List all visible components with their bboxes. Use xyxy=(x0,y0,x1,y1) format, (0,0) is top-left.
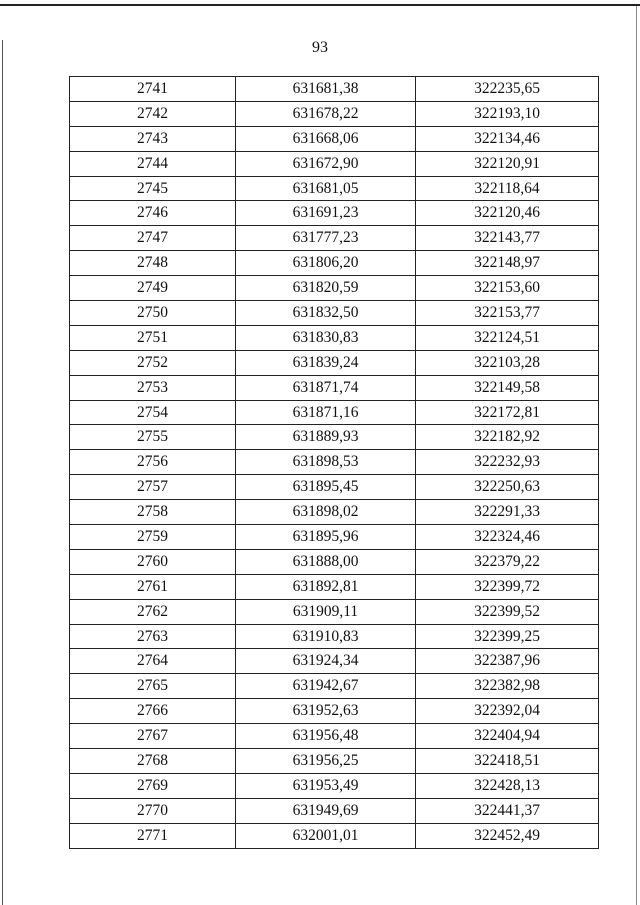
table-row xyxy=(70,126,599,151)
x-coordinate-cell: 631691,23 xyxy=(236,201,416,226)
y-coordinate-cell: 322124,51 xyxy=(416,325,599,350)
table-row xyxy=(70,649,599,674)
y-coordinate-cell: 322399,25 xyxy=(416,624,599,649)
y-coordinate-cell: 322399,52 xyxy=(416,599,599,624)
point-number-cell: 2766 xyxy=(70,699,236,724)
table-row xyxy=(70,151,599,176)
point-number-cell: 2756 xyxy=(70,450,236,475)
x-coordinate-cell: 631898,02 xyxy=(236,500,416,525)
x-coordinate-cell: 631672,90 xyxy=(236,151,416,176)
y-coordinate-cell: 322172,81 xyxy=(416,400,599,425)
y-coordinate-cell: 322182,92 xyxy=(416,425,599,450)
y-coordinate-cell: 322418,51 xyxy=(416,749,599,774)
table-row xyxy=(70,251,599,276)
y-coordinate-cell: 322134,46 xyxy=(416,126,599,151)
y-coordinate-cell: 322143,77 xyxy=(416,226,599,251)
point-number-cell: 2743 xyxy=(70,126,236,151)
table-row xyxy=(70,823,599,848)
x-coordinate-cell: 631806,20 xyxy=(236,251,416,276)
point-number-cell: 2754 xyxy=(70,400,236,425)
point-number-cell: 2770 xyxy=(70,798,236,823)
point-number-cell: 2746 xyxy=(70,201,236,226)
point-number-cell: 2741 xyxy=(70,77,236,102)
x-coordinate-cell: 631839,24 xyxy=(236,350,416,375)
x-coordinate-cell: 631898,53 xyxy=(236,450,416,475)
table-row xyxy=(70,325,599,350)
point-number-cell: 2747 xyxy=(70,226,236,251)
point-number-cell: 2761 xyxy=(70,574,236,599)
point-number-cell: 2758 xyxy=(70,500,236,525)
scan-edge-left xyxy=(2,40,3,905)
x-coordinate-cell: 631678,22 xyxy=(236,101,416,126)
coordinates-table xyxy=(69,76,599,849)
x-coordinate-cell: 632001,01 xyxy=(236,823,416,848)
table-row xyxy=(70,201,599,226)
table-row xyxy=(70,101,599,126)
y-coordinate-cell: 322291,33 xyxy=(416,500,599,525)
point-number-cell: 2759 xyxy=(70,525,236,550)
point-number-cell: 2745 xyxy=(70,176,236,201)
table-row xyxy=(70,475,599,500)
table-row xyxy=(70,450,599,475)
point-number-cell: 2763 xyxy=(70,624,236,649)
scan-edge-right xyxy=(636,6,637,905)
x-coordinate-cell: 631895,45 xyxy=(236,475,416,500)
x-coordinate-cell: 631871,16 xyxy=(236,400,416,425)
table-row xyxy=(70,749,599,774)
point-number-cell: 2764 xyxy=(70,649,236,674)
table-row xyxy=(70,226,599,251)
y-coordinate-cell: 322193,10 xyxy=(416,101,599,126)
y-coordinate-cell: 322324,46 xyxy=(416,525,599,550)
table-row xyxy=(70,624,599,649)
table-row xyxy=(70,525,599,550)
x-coordinate-cell: 631956,25 xyxy=(236,749,416,774)
y-coordinate-cell: 322382,98 xyxy=(416,674,599,699)
y-coordinate-cell: 322148,97 xyxy=(416,251,599,276)
table-row xyxy=(70,400,599,425)
table-row xyxy=(70,549,599,574)
point-number-cell: 2765 xyxy=(70,674,236,699)
scan-edge-top xyxy=(0,4,640,6)
table-row xyxy=(70,350,599,375)
x-coordinate-cell: 631909,11 xyxy=(236,599,416,624)
x-coordinate-cell: 631681,38 xyxy=(236,77,416,102)
y-coordinate-cell: 322153,60 xyxy=(416,276,599,301)
x-coordinate-cell: 631832,50 xyxy=(236,301,416,326)
point-number-cell: 2771 xyxy=(70,823,236,848)
x-coordinate-cell: 631949,69 xyxy=(236,798,416,823)
point-number-cell: 2769 xyxy=(70,773,236,798)
point-number-cell: 2753 xyxy=(70,375,236,400)
y-coordinate-cell: 322452,49 xyxy=(416,823,599,848)
y-coordinate-cell: 322120,91 xyxy=(416,151,599,176)
x-coordinate-cell: 631888,00 xyxy=(236,549,416,574)
y-coordinate-cell: 322153,77 xyxy=(416,301,599,326)
page-number: 93 xyxy=(312,39,328,56)
y-coordinate-cell: 322103,28 xyxy=(416,350,599,375)
coordinates-table-body xyxy=(70,77,599,849)
table-row xyxy=(70,574,599,599)
y-coordinate-cell: 322235,65 xyxy=(416,77,599,102)
point-number-cell: 2751 xyxy=(70,325,236,350)
point-number-cell: 2760 xyxy=(70,549,236,574)
point-number-cell: 2742 xyxy=(70,101,236,126)
point-number-cell: 2755 xyxy=(70,425,236,450)
x-coordinate-cell: 631681,05 xyxy=(236,176,416,201)
x-coordinate-cell: 631895,96 xyxy=(236,525,416,550)
y-coordinate-cell: 322250,63 xyxy=(416,475,599,500)
point-number-cell: 2757 xyxy=(70,475,236,500)
x-coordinate-cell: 631830,83 xyxy=(236,325,416,350)
table-row xyxy=(70,425,599,450)
x-coordinate-cell: 631889,93 xyxy=(236,425,416,450)
x-coordinate-cell: 631952,63 xyxy=(236,699,416,724)
x-coordinate-cell: 631777,23 xyxy=(236,226,416,251)
x-coordinate-cell: 631820,59 xyxy=(236,276,416,301)
table-row xyxy=(70,375,599,400)
point-number-cell: 2750 xyxy=(70,301,236,326)
x-coordinate-cell: 631892,81 xyxy=(236,574,416,599)
point-number-cell: 2752 xyxy=(70,350,236,375)
x-coordinate-cell: 631910,83 xyxy=(236,624,416,649)
y-coordinate-cell: 322428,13 xyxy=(416,773,599,798)
table-row xyxy=(70,599,599,624)
x-coordinate-cell: 631668,06 xyxy=(236,126,416,151)
y-coordinate-cell: 322399,72 xyxy=(416,574,599,599)
table-row xyxy=(70,301,599,326)
table-row xyxy=(70,500,599,525)
y-coordinate-cell: 322149,58 xyxy=(416,375,599,400)
y-coordinate-cell: 322387,96 xyxy=(416,649,599,674)
table-row xyxy=(70,773,599,798)
x-coordinate-cell: 631956,48 xyxy=(236,724,416,749)
point-number-cell: 2768 xyxy=(70,749,236,774)
y-coordinate-cell: 322120,46 xyxy=(416,201,599,226)
x-coordinate-cell: 631942,67 xyxy=(236,674,416,699)
point-number-cell: 2749 xyxy=(70,276,236,301)
table-row xyxy=(70,276,599,301)
x-coordinate-cell: 631871,74 xyxy=(236,375,416,400)
y-coordinate-cell: 322232,93 xyxy=(416,450,599,475)
y-coordinate-cell: 322404,94 xyxy=(416,724,599,749)
point-number-cell: 2748 xyxy=(70,251,236,276)
table-row xyxy=(70,724,599,749)
table-row xyxy=(70,176,599,201)
table-row xyxy=(70,674,599,699)
y-coordinate-cell: 322441,37 xyxy=(416,798,599,823)
y-coordinate-cell: 322392,04 xyxy=(416,699,599,724)
y-coordinate-cell: 322379,22 xyxy=(416,549,599,574)
point-number-cell: 2762 xyxy=(70,599,236,624)
table-row xyxy=(70,699,599,724)
x-coordinate-cell: 631953,49 xyxy=(236,773,416,798)
table-row xyxy=(70,77,599,102)
x-coordinate-cell: 631924,34 xyxy=(236,649,416,674)
point-number-cell: 2744 xyxy=(70,151,236,176)
table-row xyxy=(70,798,599,823)
point-number-cell: 2767 xyxy=(70,724,236,749)
y-coordinate-cell: 322118,64 xyxy=(416,176,599,201)
